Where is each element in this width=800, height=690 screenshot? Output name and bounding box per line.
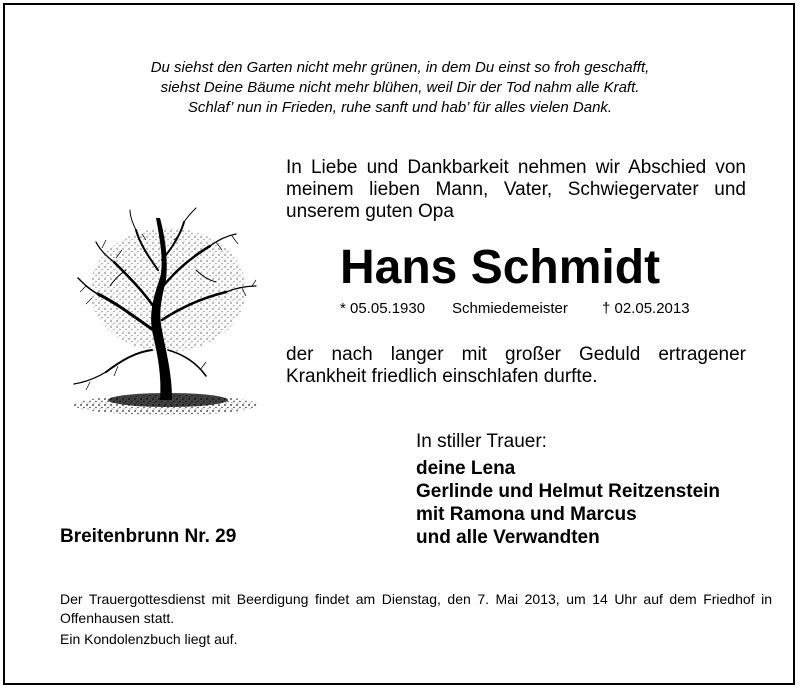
mourners-label: In stiller Trauer: bbox=[416, 431, 547, 452]
address: Breitenbrunn Nr. 29 bbox=[60, 526, 237, 547]
mourner-name: deine Lena bbox=[416, 458, 516, 479]
poem-line: Du siehst den Garten nicht mehr grünen, in dem Du einst so froh geschafft, bbox=[150, 59, 650, 76]
intro-text: In Liebe und Dankbarkeit nehmen wir Abschied von meinem lieben Mann, Vater, Schwiegervater und unserem guten Opa bbox=[286, 157, 746, 222]
mourner-name: mit Ramona und Marcus bbox=[416, 504, 637, 525]
mourner-name: und alle Verwandten bbox=[416, 527, 600, 548]
poem bbox=[0, 58, 800, 118]
after-text: der nach langer mit großer Geduld ertragener Krankheit friedlich einschlafen durfte. bbox=[286, 344, 746, 387]
profession: Schmiedemeister bbox=[452, 300, 568, 317]
deceased-name: Hans Schmidt bbox=[340, 241, 661, 294]
mourner-name: Gerlinde und Helmut Reitzenstein bbox=[416, 481, 721, 502]
mourners-list bbox=[416, 457, 720, 549]
death-date: † 02.05.2013 bbox=[602, 300, 690, 317]
poem-line: siehst Deine Bäume nicht mehr blühen, weil Dir der Tod nahm alle Kraft. bbox=[160, 79, 640, 96]
tree-icon bbox=[56, 200, 272, 420]
service-info: Der Trauergottesdienst mit Beerdigung findet am Dienstag, den 7. Mai 2013, um 14 Uhr auf dem Friedhof in Offenhausen statt. bbox=[60, 591, 772, 626]
life-dates bbox=[340, 299, 690, 319]
birth-date: * 05.05.1930 bbox=[340, 300, 426, 317]
condolence-note: Ein Kondolenzbuch liegt auf. bbox=[60, 631, 238, 647]
poem-line: Schlaf’ nun in Frieden, ruhe sanft und hab’ für alles vielen Dank. bbox=[187, 99, 613, 116]
